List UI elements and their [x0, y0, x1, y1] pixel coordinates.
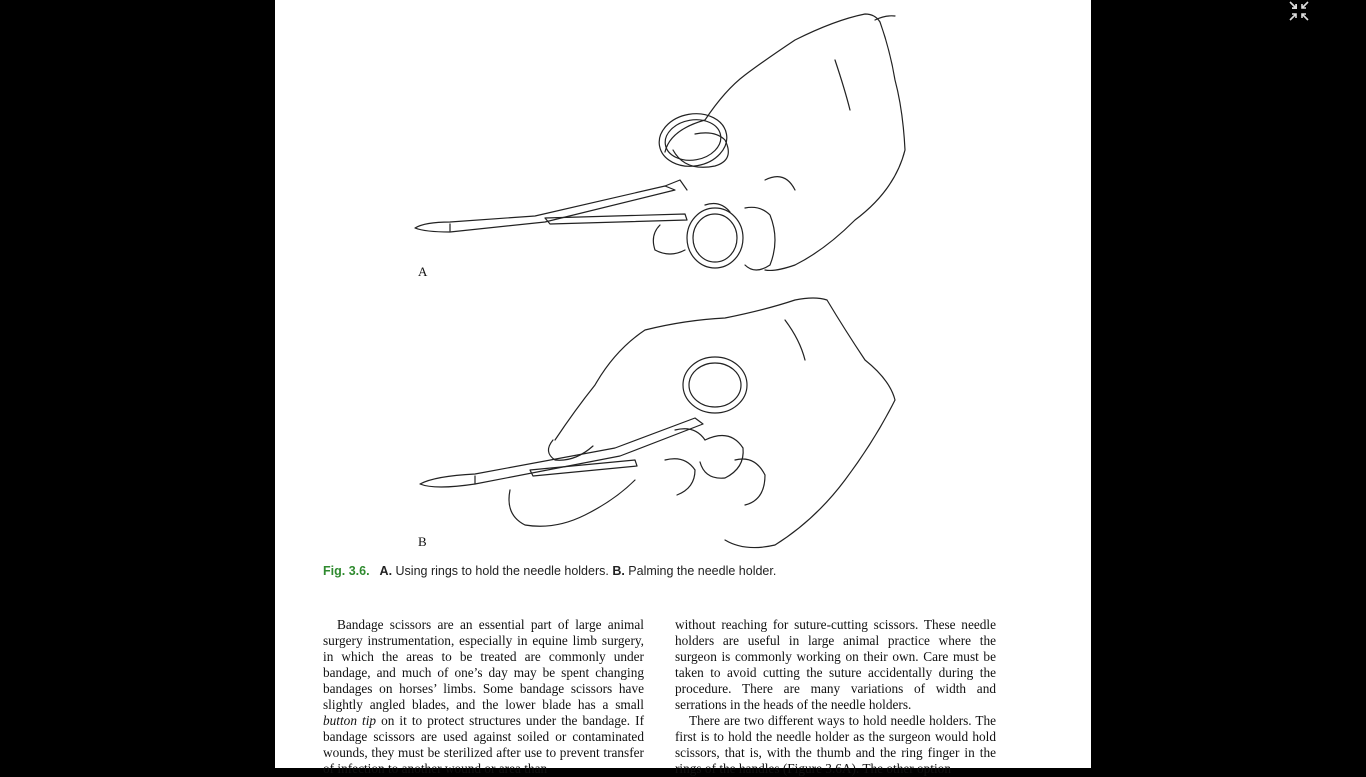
caption-text-a: Using rings to hold the needle holders.: [392, 564, 613, 578]
emphasis-text: button tip: [323, 713, 377, 728]
panel-b-drawing: [420, 298, 895, 548]
figure-caption: [323, 564, 776, 578]
paragraph: [323, 617, 644, 777]
text-column-left: [323, 617, 644, 777]
caption-marker-b: B.: [612, 564, 625, 578]
panel-a-drawing: [415, 14, 905, 270]
paragraph: There are two different ways to hold needle holders. The first is to hold the needle holder as the surgeon would hold scissors, that is, with the thumb and the ring finger in the rings of the handles (Figure 3.6A). The other option: [675, 713, 996, 776]
panel-label-a: A: [418, 264, 428, 279]
document-page: [275, 0, 1091, 776]
figure-illustration: [275, 0, 1091, 560]
text-column-right: [675, 617, 996, 777]
panel-label-b: B: [418, 534, 427, 549]
caption-marker-a: A.: [379, 564, 393, 578]
exit-fullscreen-icon[interactable]: [1288, 0, 1310, 22]
paragraph-text: Bandage scissors are an essential part of large animal surgery instrumentation, especially in equine limb surgery, in which the areas to be treated are commonly under bandage, and much of one’s day may be spent changing bandages on horses’ limbs. Some bandage scissors have slightly angled blades, and the lower blade has a small: [323, 617, 644, 712]
figure-number: Fig. 3.6.: [323, 564, 370, 578]
paragraph-text: on it to protect structures under the bandage. If bandage scissors are used against soiled or contaminated wounds, they must be sterilized after use to prevent transfer of infection to another wound or area than: [323, 713, 645, 776]
paragraph: without reaching for suture-cutting scissors. These needle holders are useful in large animal practice where the surgeon is commonly working on their own. Care must be taken to avoid cutting the suture accidentally during the procedure. There are many variations of width and serrations in the heads of the needle holders.: [675, 617, 996, 712]
caption-text-b: Palming the needle holder.: [624, 564, 777, 578]
